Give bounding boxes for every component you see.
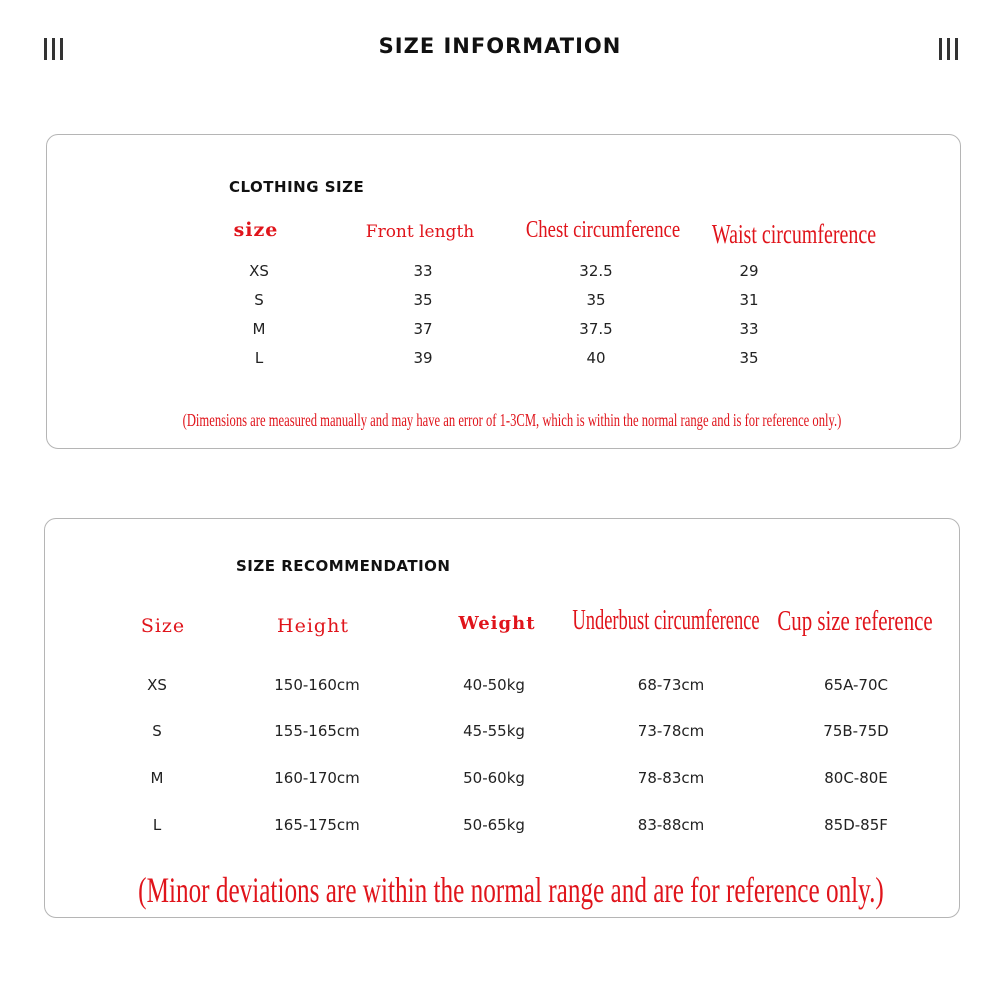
clothing-size-title: CLOTHING SIZE [229,178,365,196]
clothing-cell: XS [249,262,269,280]
clothing-cell: 32.5 [579,262,613,280]
rec-cell: 65A-70C [824,676,888,694]
size-recommendation-card [44,518,960,918]
rec-cell: L [152,816,162,834]
rec-cell: S [152,722,162,740]
clothing-cell: M [252,320,266,338]
rec-cell: M [150,769,164,787]
clothing-cell: 35 [586,291,606,309]
rec-cell: 68-73cm [637,676,705,694]
rec-cell: 83-88cm [637,816,705,834]
clothing-cell: 31 [739,291,759,309]
clothing-cell: S [254,291,264,309]
clothing-cell: 40 [586,349,606,367]
rec-cell: 85D-85F [824,816,888,834]
rec-cell: 40-50kg [463,676,525,694]
rec-header-size: Size [140,615,186,637]
rec-header-height: Height [277,615,349,637]
rec-cell: 50-60kg [463,769,525,787]
rec-cell: XS [147,676,167,694]
clothing-cell: 35 [739,349,759,367]
rec-header-underbust: Underbust circumference [572,605,760,636]
recommendation-note: (Minor deviations are within the normal range and are for reference only.) [138,870,884,910]
rec-cell: 45-55kg [463,722,525,740]
clothing-header-waist: Waist circumference [711,219,877,249]
clothing-cell: 33 [739,320,759,338]
rec-cell: 75B-75D [823,722,889,740]
rec-cell: 155-165cm [274,722,360,740]
clothing-size-card [46,134,961,449]
clothing-cell: 29 [739,262,759,280]
rec-cell: 160-170cm [274,769,360,787]
clothing-header-front-length: Front length [365,222,475,242]
rec-cell: 73-78cm [637,722,705,740]
rec-header-weight: Weight [458,613,536,634]
clothing-note: (Dimensions are measured manually and may have an error of 1-3CM, which is within the normal range and is for reference only.) [182,410,842,430]
clothing-header-chest: Chest circumference [525,217,681,243]
size-recommendation-title: SIZE RECOMMENDATION [236,557,451,575]
page-title: SIZE INFORMATION [378,34,622,58]
rec-cell: 165-175cm [274,816,360,834]
clothing-cell: L [254,349,264,367]
clothing-cell: 39 [413,349,433,367]
rec-header-cup-size: Cup size reference [777,605,933,637]
clothing-cell: 37.5 [579,320,613,338]
rec-cell: 78-83cm [637,769,705,787]
rec-cell: 80C-80E [824,769,888,787]
clothing-cell: 37 [413,320,433,338]
clothing-cell: 33 [413,262,433,280]
clothing-header-size: size [233,219,279,241]
rec-cell: 50-65kg [463,816,525,834]
rec-cell: 150-160cm [274,676,360,694]
clothing-cell: 35 [413,291,433,309]
